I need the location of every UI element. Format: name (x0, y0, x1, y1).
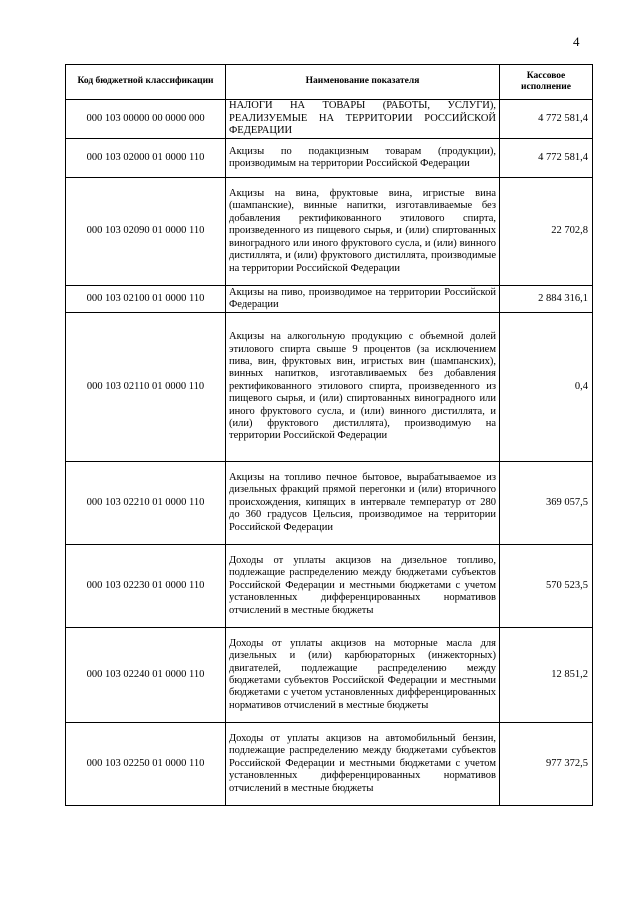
header-name: Наименование показателя (226, 65, 500, 100)
row-amount: 977 372,5 (500, 723, 593, 806)
table-row (66, 286, 593, 313)
table-row (66, 100, 593, 139)
row-name: Акцизы на топливо печное бытовое, вырабатываемое из дизельных фракций прямой перегонки и (или) вторичного происхождения, кипящих в интервале температур от 280 до 360 градусов Цельсия, производимое на территории Российской Федерации (226, 462, 500, 545)
row-name: Акцизы на алкогольную продукцию с объемной долей этилового спирта свыше 9 процентов (за исключением пива, вин, фруктовых вин, игристых вин (шампанских), винных напитков, изготавливаемых без добавления ректификованного этилового спирта, произведенного из пищевого сырья, и (или) спиртованных виноградного или иного фруктового сусла, и (или) винного дистиллята, и (или) фруктового дистиллята), производимую на территории Российской Федерации (226, 313, 500, 462)
header-amount: Кассовое исполнение (500, 65, 593, 100)
row-amount: 0,4 (500, 313, 593, 462)
row-amount: 2 884 316,1 (500, 286, 593, 313)
row-name: Акцизы на пиво, производимое на территории Российской Федерации (226, 286, 500, 313)
row-code: 000 103 02250 01 0000 110 (66, 723, 226, 806)
budget-execution-table (65, 64, 593, 806)
table-row (66, 462, 593, 545)
table-row (66, 723, 593, 806)
table-row (66, 545, 593, 628)
table-header-row (66, 65, 593, 100)
row-code: 000 103 02240 01 0000 110 (66, 628, 226, 723)
row-name: Акцизы на вина, фруктовые вина, игристые вина (шампанские), винные напитки, изготавливаемые без добавления ректификованного этилового спирта, произведенного из пищевого сырья, и (или) спиртованных виноградного или иного фруктового сусла, и (или) винного дистиллята, и (или) фруктового дистиллята, производимые на территории Российской Федерации (226, 178, 500, 286)
row-amount: 4 772 581,4 (500, 100, 593, 139)
table-row (66, 313, 593, 462)
row-code: 000 103 02210 01 0000 110 (66, 462, 226, 545)
row-amount: 570 523,5 (500, 545, 593, 628)
table-row (66, 178, 593, 286)
row-amount: 22 702,8 (500, 178, 593, 286)
row-name: Акцизы по подакцизным товарам (продукции), производимым на территории Российской Федерации (226, 139, 500, 178)
row-amount: 4 772 581,4 (500, 139, 593, 178)
row-code: 000 103 00000 00 0000 000 (66, 100, 226, 139)
table-row (66, 139, 593, 178)
row-amount: 369 057,5 (500, 462, 593, 545)
row-code: 000 103 02090 01 0000 110 (66, 178, 226, 286)
row-name: Доходы от уплаты акцизов на автомобильный бензин, подлежащие распределению между бюджетами субъектов Российской Федерации и местными бюджетами с учетом установленных дифференцированных нормативов отчислений в местные бюджеты (226, 723, 500, 806)
row-name: НАЛОГИ НА ТОВАРЫ (РАБОТЫ, УСЛУГИ), РЕАЛИЗУЕМЫЕ НА ТЕРРИТОРИИ РОССИЙСКОЙ ФЕДЕРАЦИИ (226, 100, 500, 139)
row-amount: 12 851,2 (500, 628, 593, 723)
table-row (66, 628, 593, 723)
header-code: Код бюджетной классификации (66, 65, 226, 100)
row-code: 000 103 02000 01 0000 110 (66, 139, 226, 178)
row-code: 000 103 02100 01 0000 110 (66, 286, 226, 313)
row-name: Доходы от уплаты акцизов на моторные масла для дизельных и (или) карбюраторных (инжекторных) двигателей, подлежащие распределению между бюджетами субъектов Российской Федерации и местными бюджетами с учетом установленных дифференцированных нормативов отчислений в местные бюджеты (226, 628, 500, 723)
row-name: Доходы от уплаты акцизов на дизельное топливо, подлежащие распределению между бюджетами субъектов Российской Федерации и местными бюджетами с учетом установленных дифференцированных нормативов отчислений в местные бюджеты (226, 545, 500, 628)
row-code: 000 103 02230 01 0000 110 (66, 545, 226, 628)
row-code: 000 103 02110 01 0000 110 (66, 313, 226, 462)
page-number: 4 (573, 34, 580, 49)
